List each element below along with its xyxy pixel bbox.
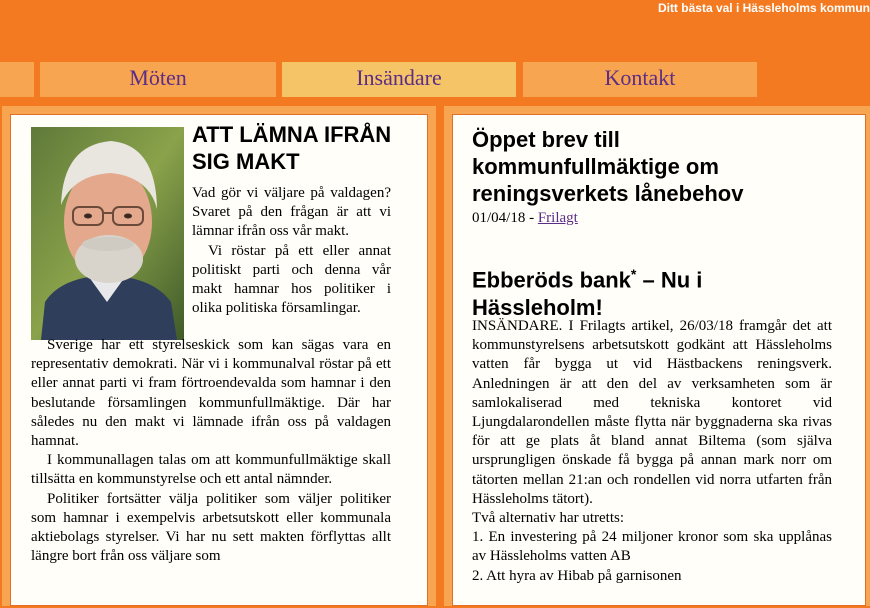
paragraph: 2. Att hyra av Hibab på garnisonen bbox=[472, 567, 682, 584]
article-body bbox=[31, 336, 391, 566]
paragraph: Politiker fortsätter välja politiker som väljer politiker som hamnar i exempelvis arbetsutskott eller kommunala aktiebolags styrelser. Vi har nu sett makten förflyttas allt längre bort från oss väljare som bbox=[31, 490, 391, 565]
tab-previous[interactable] bbox=[0, 62, 34, 97]
section-title-rest: – Nu i Hässleholm! bbox=[472, 267, 703, 321]
tab-kontakt[interactable]: Kontakt bbox=[523, 62, 757, 97]
tab-insandare[interactable]: Insändare bbox=[282, 62, 516, 97]
article-title: ATT LÄMNA IFRÅN SIG MAKT bbox=[192, 122, 392, 174]
paragraph: Sverige har ett styrelseskick som kan sägas vara en representativ demokrati. När vi i kommunalval röstar på ett eller annat parti vi fram förtroendevalda som hamnar i den beslutande församlingen kommunfullmäktige. Där har således nu den makt vi lämnade ifrån oss på valdagen hamnat. bbox=[31, 337, 391, 450]
paragraph: Vad gör vi väljare på valdagen? Svaret på den frågan är att vi lämnar ifrån oss vår makt. bbox=[192, 185, 391, 240]
header-slogan: Ditt bästa val i Hässleholms kommun bbox=[657, 1, 870, 15]
paragraph: I kommunallagen talas om att kommunfullmäktige skall tillsätta en kommunstyrelse och ett antal nämnder. bbox=[31, 452, 391, 488]
post-meta bbox=[472, 210, 578, 227]
section-title-main: Ebberöds bank bbox=[472, 267, 631, 293]
main-nav bbox=[0, 62, 870, 97]
footnote-mark: * bbox=[630, 266, 637, 282]
left-article-panel bbox=[0, 104, 438, 608]
right-article bbox=[452, 114, 866, 606]
paragraph: INSÄNDARE. I Frilagts artikel, 26/03/18 framgår det att kommunstyrelsens arbetsutskott godkänt att Hässleholms vatten får bygga ut vid Hästbackens reningsverk. Anledningen är att den del av verksamheten som är samlokaliserad med tekniska kontoret vid Ljungdalarondellen måste flytta när byggnaderna ska rivas för att ge plats åt bland annat Biltema (som själva ursprungligen önskade få bygga på annan mark norr om tätorten mellan 21:an och rondellen vid norra utfarten från Hässleholms tätort). bbox=[472, 318, 832, 507]
meta-separator: - bbox=[525, 210, 538, 226]
section-title bbox=[472, 260, 802, 322]
letter-title: Öppet brev till kommunfullmäktige om reningsverkets lånebehov bbox=[472, 127, 744, 206]
post-date: 01/04/18 bbox=[472, 210, 526, 226]
paragraph: Två alternativ har utretts: bbox=[472, 510, 625, 527]
right-article-panel bbox=[442, 104, 870, 608]
source-link[interactable]: Frilagt bbox=[537, 210, 578, 226]
tab-moten[interactable]: Möten bbox=[40, 62, 276, 97]
paragraph: Vi röstar på ett eller annat politiskt parti och denna vår makt hamnar hos politiker i olika politiska församlingar. bbox=[192, 242, 391, 317]
left-article bbox=[10, 114, 428, 606]
paragraph: 1. En investering på 24 miljoner kronor som ska upplånas av Hässleholms vatten AB bbox=[472, 529, 832, 565]
article-intro bbox=[192, 184, 391, 318]
letter-body bbox=[472, 317, 832, 586]
author-photo bbox=[31, 127, 184, 340]
